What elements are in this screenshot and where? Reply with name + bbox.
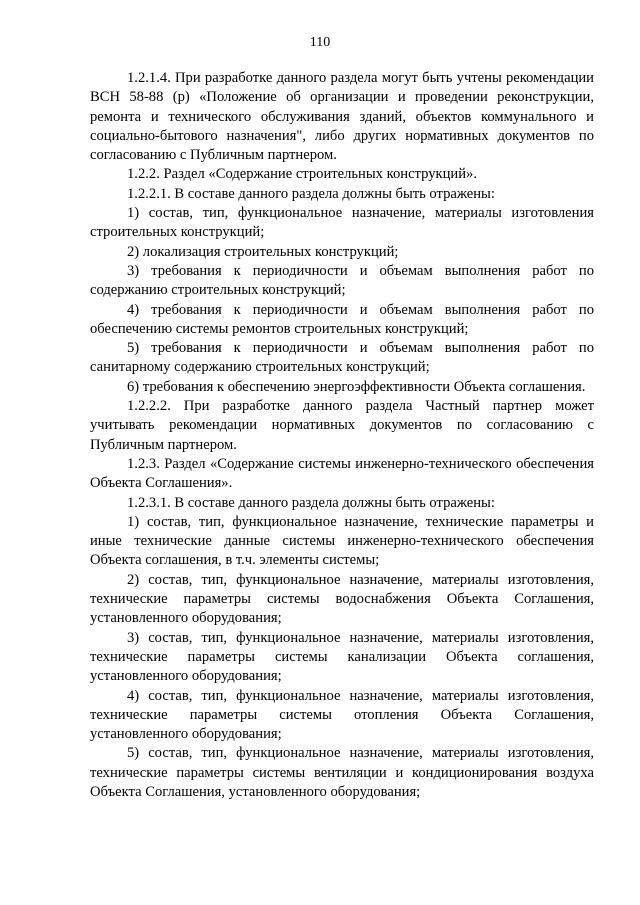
- paragraph-1-2-1-4: 1.2.1.4. При разработке данного раздела могут быть учтены рекомендации ВСН 58-88 (р) «Положение об организации и проведении реконструкции, ремонта и технического обслуживания зданий, объектов коммунального и социально-бытового назначения", либо других нормативных документов по согласованию с Публичным партнером.: [90, 70, 594, 164]
- list-item-3: 3) состав, тип, функциональное назначение, материалы изготовления, технические параметры системы канализации Объекта соглашения, установленного оборудования;: [90, 629, 594, 685]
- section-heading-1-2-3: 1.2.3. Раздел «Содержание системы инженерно-технического обеспечения Объекта Соглашения».: [90, 455, 594, 492]
- page-number: 110: [309, 35, 331, 50]
- section-heading-1-2-2: 1.2.2. Раздел «Содержание строительных конструкций».: [127, 166, 477, 183]
- list-item-4: 4) требования к периодичности и объемам выполнения работ по обеспечению системы ремонтов строительных конструкций;: [90, 301, 594, 337]
- list-item-1: 1) состав, тип, функциональное назначение, технические параметры и иные технические данные системы инженерно-технического обеспечения Объекта соглашения, в т.ч. элементы системы;: [90, 513, 594, 569]
- list-item-5: 5) состав, тип, функциональное назначение, материалы изготовления, технические параметры системы вентиляции и кондиционирования воздуха Объекта Соглашения, установленного оборудования;: [90, 745, 594, 800]
- list-item-1: 1) состав, тип, функциональное назначение, материалы изготовления строительных конструкций;: [90, 205, 594, 241]
- paragraph-1-2-2-1: 1.2.2.1. В составе данного раздела должны быть отражены:: [127, 185, 495, 202]
- list-item-2: 2) состав, тип, функциональное назначение, материалы изготовления, технические параметры системы водоснабжения Объекта Соглашения, установленного оборудования;: [90, 571, 594, 627]
- list-item-3: 3) требования к периодичности и объемам выполнения работ по содержанию строительных конструкций;: [90, 262, 594, 299]
- list-item-2: 2) локализация строительных конструкций;: [127, 243, 399, 260]
- list-item-6: 6) требования к обеспечению энергоэффективности Объекта соглашения.: [127, 378, 586, 395]
- list-item-5: 5) требования к периодичности и объемам выполнения работ по санитарному содержанию строительных конструкций;: [90, 340, 594, 376]
- paragraph-1-2-3-1: 1.2.3.1. В составе данного раздела должны быть отражены:: [127, 494, 495, 511]
- list-item-4: 4) состав, тип, функциональное назначение, материалы изготовления, технические параметры системы отопления Объекта Соглашения, установленного оборудования;: [90, 687, 594, 743]
- paragraph-1-2-2-2: 1.2.2.2. При разработке данного раздела Частный партнер может учитывать рекомендации нормативных документов по согласованию с Публичным партнером.: [90, 398, 594, 453]
- document-body: [90, 69, 594, 802]
